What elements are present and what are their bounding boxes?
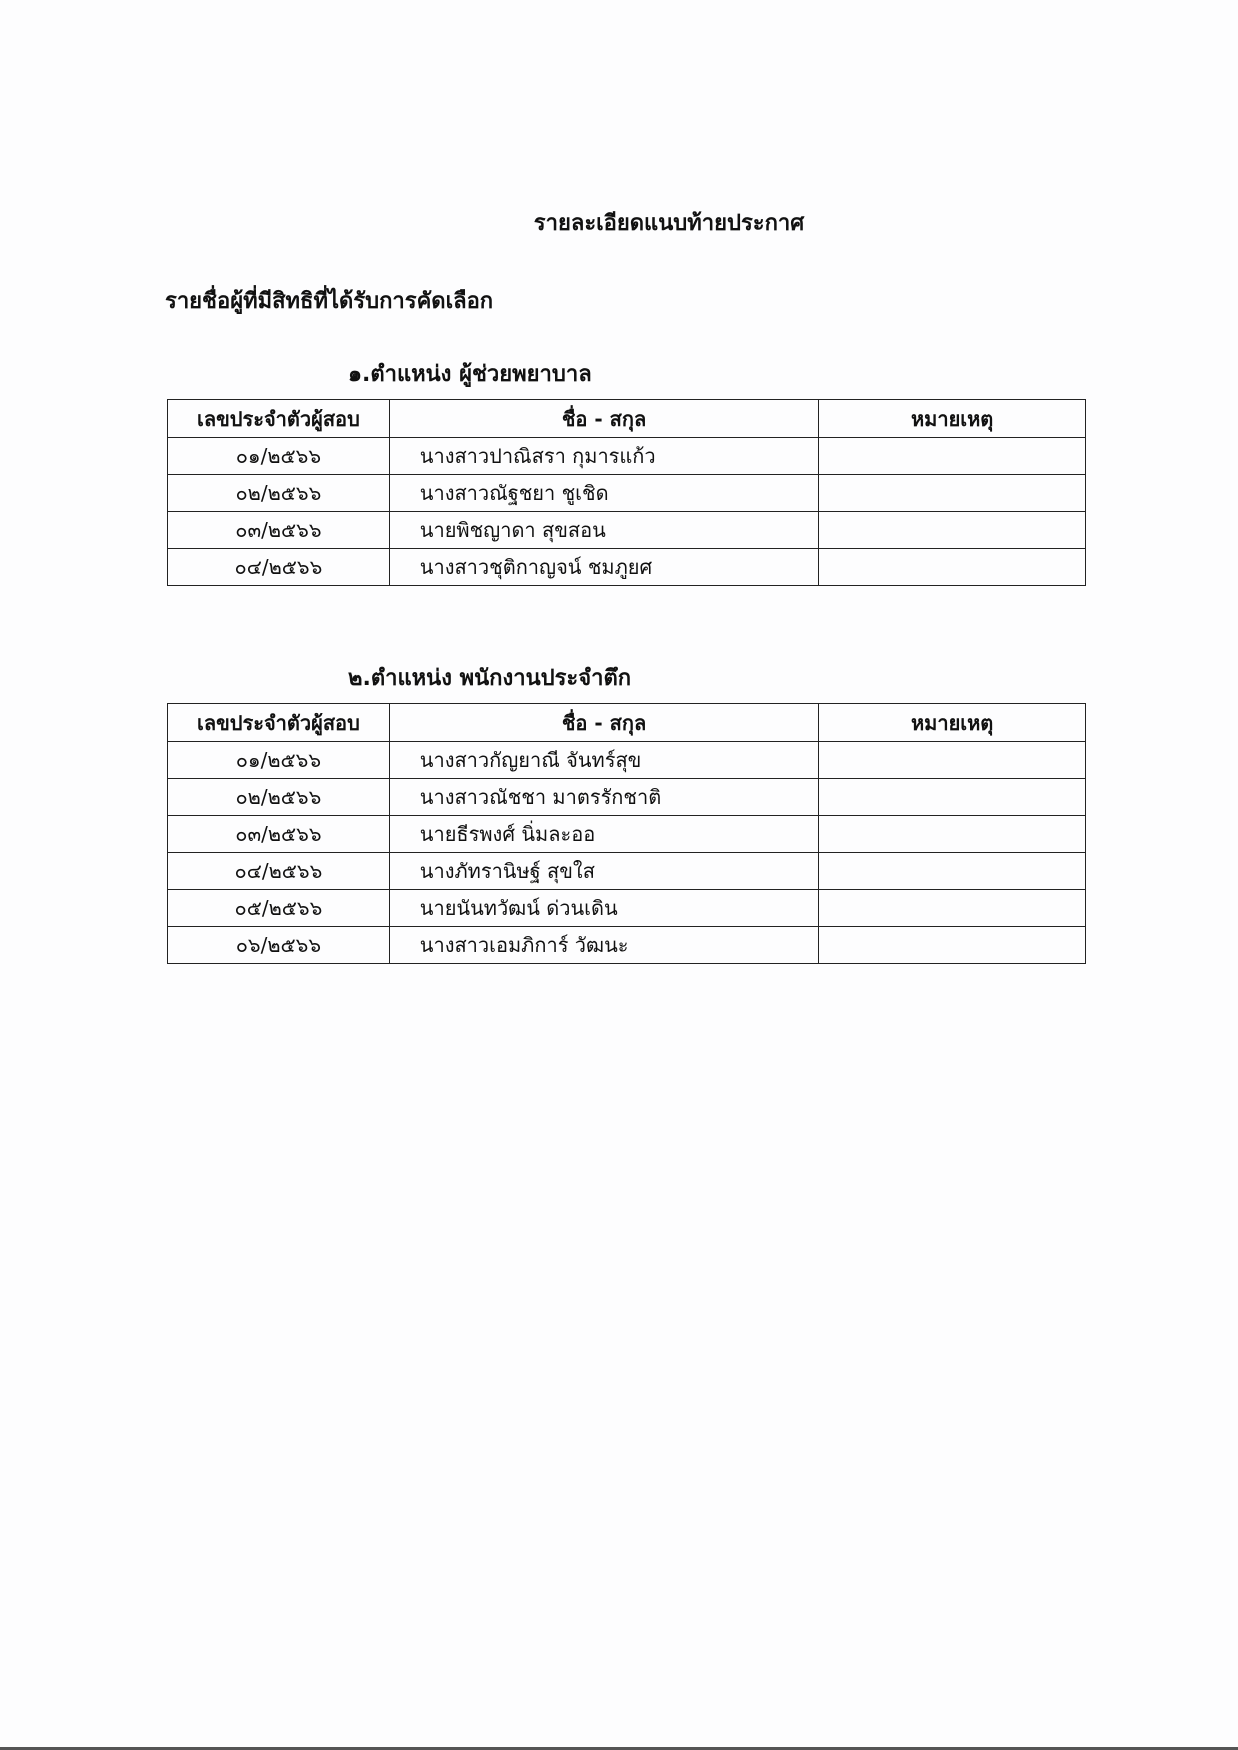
- cell-name: นางสาวปาณิสรา กุมารแก้ว: [389, 438, 818, 475]
- table-row: [168, 890, 1086, 927]
- table-row: [168, 927, 1086, 964]
- cell-id: ๐๓/๒๕๖๖: [168, 816, 390, 853]
- cell-name: นางสาวชุติกาญจน์ ชมภูยศ: [389, 549, 818, 586]
- header-name: ชื่อ - สกุล: [389, 704, 818, 742]
- cell-note: [819, 512, 1086, 549]
- table-row: [168, 853, 1086, 890]
- cell-name: นางภัทรานิษฐ์ สุขใส: [389, 853, 818, 890]
- cell-note: [819, 927, 1086, 964]
- table-row: [168, 475, 1086, 512]
- table-row: [168, 512, 1086, 549]
- cell-id: ๐๕/๒๕๖๖: [168, 890, 390, 927]
- table-header-row: [168, 400, 1086, 438]
- header-note: หมายเหตุ: [819, 400, 1086, 438]
- cell-id: ๐๒/๒๕๖๖: [168, 475, 390, 512]
- table-row: [168, 549, 1086, 586]
- roster-table-nurse-assistant: [167, 399, 1086, 586]
- table-row: [168, 742, 1086, 779]
- cell-note: [819, 779, 1086, 816]
- section-heading-nurse-assistant: ๑.ตำแหน่ง ผู้ช่วยพยาบาล: [348, 362, 592, 387]
- cell-id: ๐๔/๒๕๖๖: [168, 853, 390, 890]
- cell-name: นางสาวณัชชา มาตรรักชาติ: [389, 779, 818, 816]
- header-note: หมายเหตุ: [819, 704, 1086, 742]
- table-row: [168, 779, 1086, 816]
- cell-id: ๐๒/๒๕๖๖: [168, 779, 390, 816]
- section-heading-ward-staff: ๒.ตำแหน่ง พนักงานประจำตึก: [348, 666, 632, 691]
- cell-name: นางสาวณัฐชยา ชูเชิด: [389, 475, 818, 512]
- cell-note: [819, 549, 1086, 586]
- cell-note: [819, 742, 1086, 779]
- cell-name: นายพิชญาดา สุขสอน: [389, 512, 818, 549]
- cell-id: ๐๔/๒๕๖๖: [168, 549, 390, 586]
- cell-note: [819, 438, 1086, 475]
- roster-table-ward-staff: [167, 703, 1086, 964]
- cell-note: [819, 816, 1086, 853]
- cell-id: ๐๑/๒๕๖๖: [168, 742, 390, 779]
- cell-note: [819, 475, 1086, 512]
- cell-name: นายนันทวัฒน์ ด่วนเดิน: [389, 890, 818, 927]
- cell-id: ๐๖/๒๕๖๖: [168, 927, 390, 964]
- table-row: [168, 816, 1086, 853]
- header-id: เลขประจำตัวผู้สอบ: [168, 400, 390, 438]
- cell-note: [819, 853, 1086, 890]
- cell-name: นางสาวเอมภิการ์ วัฒนะ: [389, 927, 818, 964]
- cell-id: ๐๑/๒๕๖๖: [168, 438, 390, 475]
- document-title: รายละเอียดแนบท้ายประกาศ: [533, 211, 805, 236]
- table-header-row: [168, 704, 1086, 742]
- cell-name: นางสาวกัญยาณี จันทร์สุข: [389, 742, 818, 779]
- cell-name: นายธีรพงศ์ นิ่มละออ: [389, 816, 818, 853]
- cell-note: [819, 890, 1086, 927]
- table-row: [168, 438, 1086, 475]
- header-id: เลขประจำตัวผู้สอบ: [168, 704, 390, 742]
- cell-id: ๐๓/๒๕๖๖: [168, 512, 390, 549]
- header-name: ชื่อ - สกุล: [389, 400, 818, 438]
- document-subtitle: รายชื่อผู้ที่มีสิทธิที่ได้รับการคัดเลือก: [165, 289, 494, 314]
